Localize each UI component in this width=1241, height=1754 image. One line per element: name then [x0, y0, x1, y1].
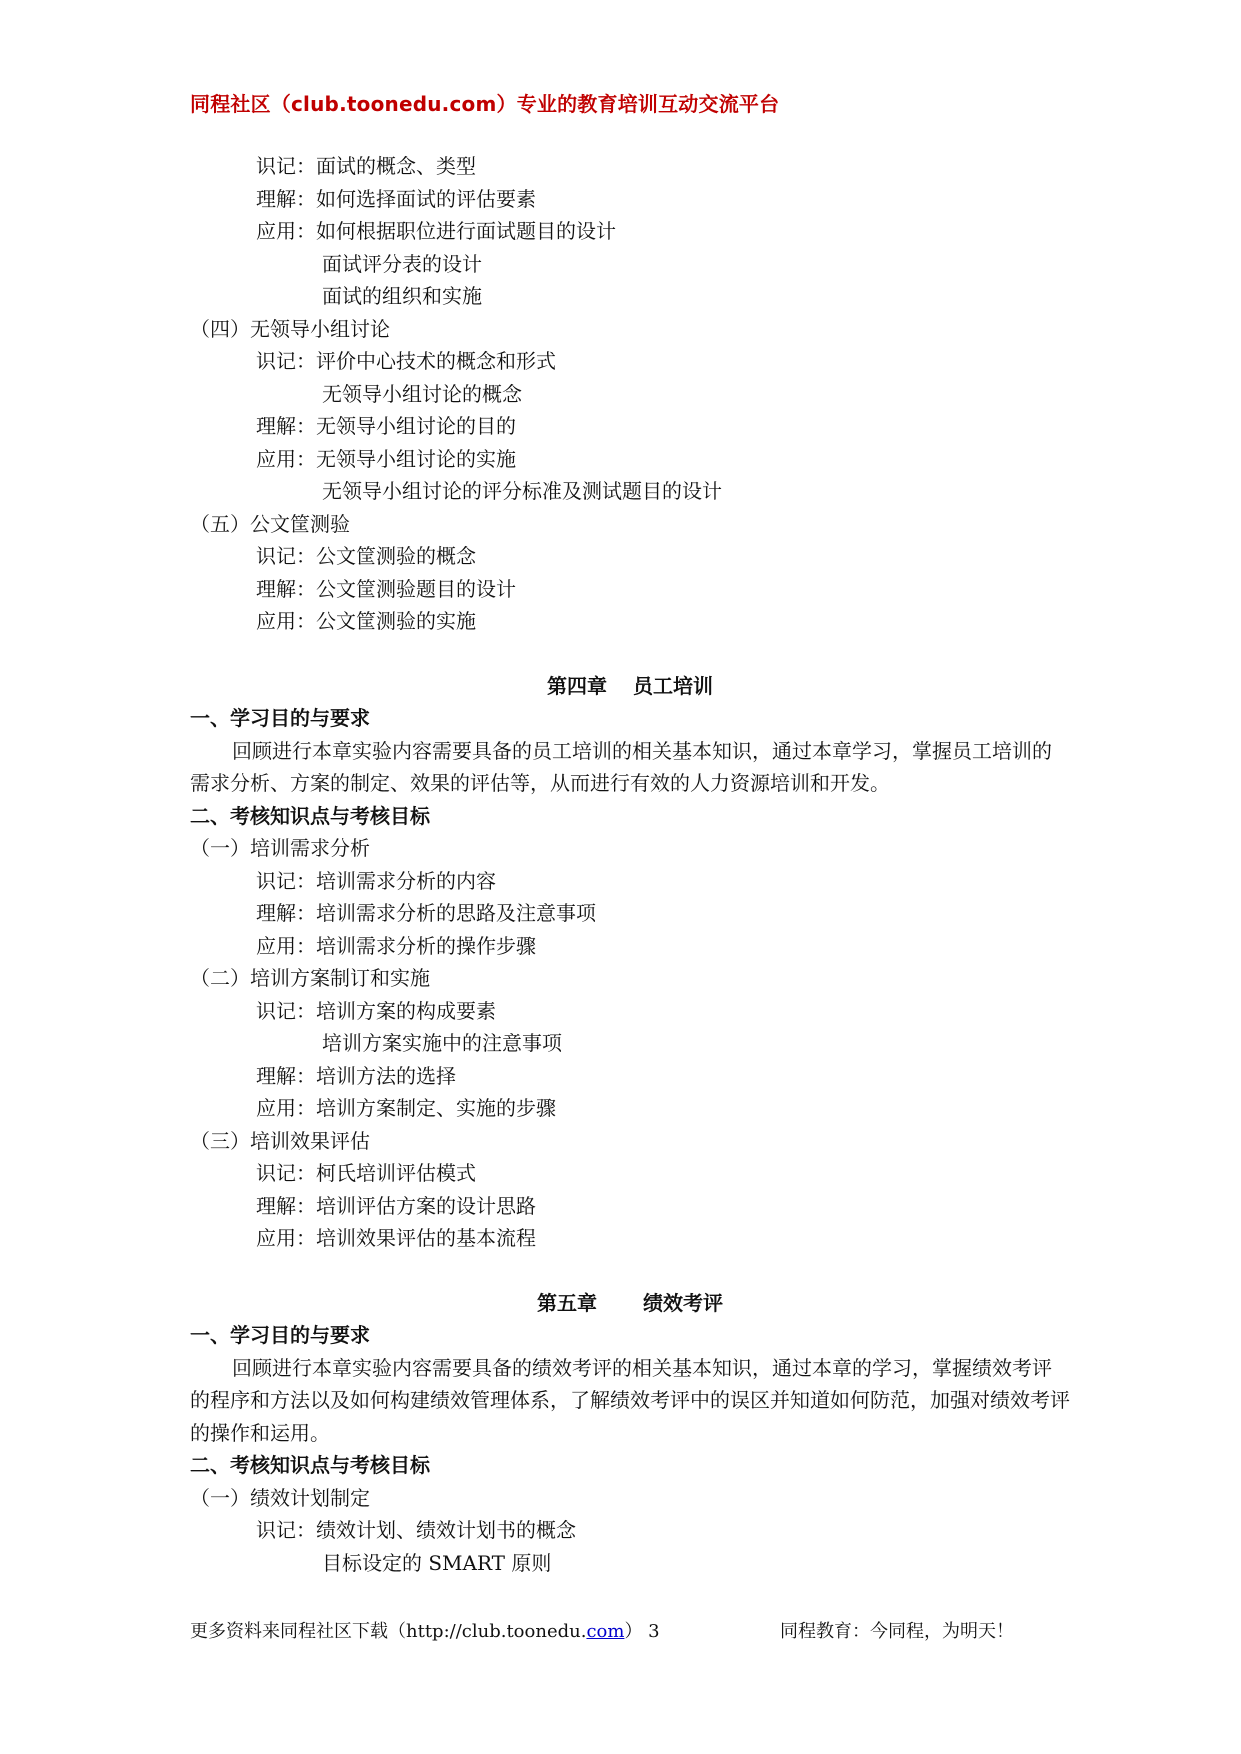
- list-item: 应用：培训效果评估的基本流程: [256, 1226, 536, 1250]
- page-header: 同程社区（club.toonedu.com）专业的教育培训互动交流平台: [190, 92, 780, 116]
- chapter4-title: 员工培训: [633, 673, 713, 698]
- chapter4-item-list: [190, 832, 1070, 1255]
- list-item: 应用：培训需求分析的操作步骤: [256, 933, 536, 958]
- footer-left-text: 更多资料来同程社区下载（http://club.toonedu.: [190, 1621, 587, 1642]
- list-item: 目标设定的 SMART 原则: [322, 1550, 552, 1575]
- footer-link[interactable]: com: [586, 1621, 625, 1642]
- list-item: 识记：培训需求分析的内容: [256, 868, 496, 893]
- list-item: 理解：培训方法的选择: [256, 1063, 456, 1088]
- chapter4-heading: [190, 670, 1070, 703]
- list-item: 识记：绩效计划、绩效计划书的概念: [256, 1518, 576, 1542]
- footer-page-number: ） 3: [624, 1621, 660, 1642]
- subsection-heading: （四）无领导小组讨论: [190, 316, 390, 341]
- list-item: 理解：公文筐测验题目的设计: [256, 576, 516, 601]
- subsection-heading: （一）培训需求分析: [190, 836, 370, 860]
- list-item: 理解：如何选择面试的评估要素: [256, 186, 536, 211]
- chapter5-heading: [190, 1287, 1070, 1320]
- subsection-heading: （二）培训方案制订和实施: [190, 966, 430, 990]
- subsection-heading: （五）公文筐测验: [190, 511, 350, 536]
- list-item: 面试的组织和实施: [322, 284, 482, 308]
- document-body: [190, 150, 1070, 1579]
- chapter4-paragraph: 回顾进行本章实验内容需要具备的员工培训的相关基本知识，通过本章学习，掌握员工培训的需求分析、方案的制定、效果的评估等，从而进行有效的人力资源培训和开发。: [190, 738, 1052, 795]
- subsection-heading: （三）培训效果评估: [190, 1128, 370, 1153]
- chapter5-number: 第五章: [537, 1290, 597, 1315]
- list-item: 识记：公文筐测验的概念: [256, 544, 476, 568]
- chapter4-number: 第四章: [547, 673, 607, 698]
- chapter5-title: 绩效考评: [643, 1290, 723, 1315]
- chapter5-section2: 二、考核知识点与考核目标: [190, 1453, 430, 1477]
- footer-slogan: 同程教育：今同程，为明天！: [780, 1621, 1014, 1642]
- list-item: 无领导小组讨论的评分标准及测试题目的设计: [322, 479, 722, 503]
- list-item: 识记：评价中心技术的概念和形式: [256, 349, 556, 373]
- list-item: 无领导小组讨论的概念: [322, 381, 522, 406]
- chapter4-section2: 二、考核知识点与考核目标: [190, 803, 430, 828]
- list-item: 培训方案实施中的注意事项: [322, 1031, 562, 1055]
- top-item-list: [190, 150, 1070, 638]
- page-footer: [190, 1617, 1070, 1643]
- chapter5-paragraph: 回顾进行本章实验内容需要具备的绩效考评的相关基本知识，通过本章的学习，掌握绩效考评的程序和方法以及如何构建绩效管理体系，了解绩效考评中的误区并知道如何防范，加强对绩效考评的操作和运用。: [190, 1355, 1070, 1445]
- list-item: 识记：培训方案的构成要素: [256, 998, 496, 1023]
- list-item: 面试评分表的设计: [322, 251, 482, 276]
- list-item: 应用：培训方案制定、实施的步骤: [256, 1096, 556, 1120]
- list-item: 理解：培训需求分析的思路及注意事项: [256, 901, 596, 925]
- list-item: 理解：培训评估方案的设计思路: [256, 1193, 536, 1218]
- chapter5-section1: 一、学习目的与要求: [190, 1323, 370, 1347]
- list-item: 应用：公文筐测验的实施: [256, 609, 476, 633]
- chapter4-section1: 一、学习目的与要求: [190, 706, 370, 730]
- list-item: 应用：无领导小组讨论的实施: [256, 446, 516, 471]
- list-item: 应用：如何根据职位进行面试题目的设计: [256, 219, 616, 243]
- subsection-heading: （一）绩效计划制定: [190, 1485, 370, 1510]
- list-item: 识记：面试的概念、类型: [256, 154, 476, 178]
- list-item: 理解：无领导小组讨论的目的: [256, 414, 516, 438]
- chapter5-item-list: [190, 1482, 1070, 1580]
- list-item: 识记：柯氏培训评估模式: [256, 1161, 476, 1185]
